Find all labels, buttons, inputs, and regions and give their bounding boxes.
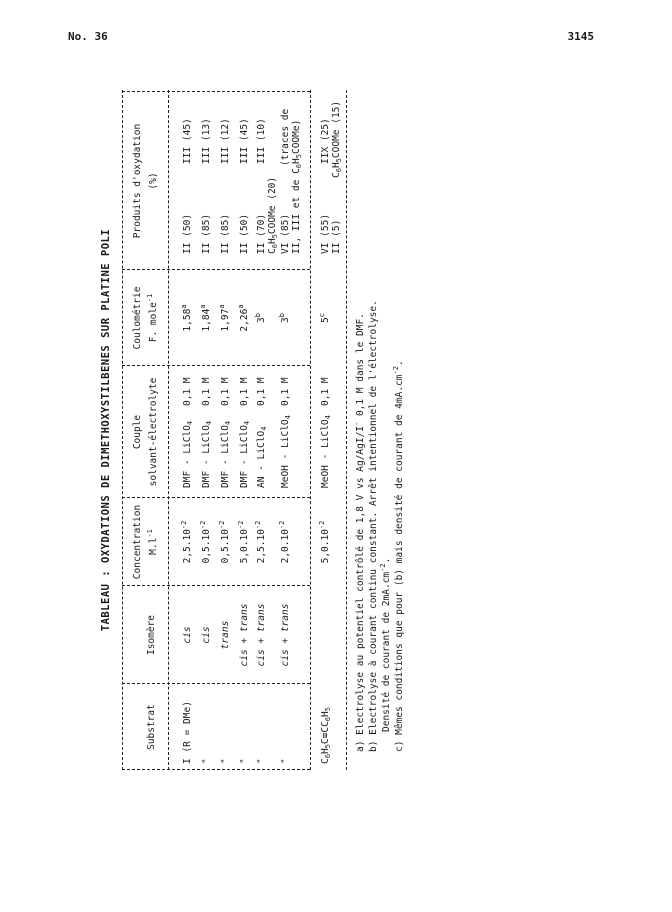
cell-product-2: III (10) (256, 118, 267, 164)
cell-molarity: 0,1 M (182, 377, 193, 406)
cell-concentration: $5,0.10^{-2}$ (237, 520, 250, 564)
cell-substrat: $C_6H_5C\equiv CC_6H_5$ (320, 707, 332, 764)
table-bottom-rule (310, 90, 311, 770)
cell-isomere: trans (220, 620, 231, 650)
cell-coulometrie: 3$^b$ (278, 313, 291, 323)
cell-product-2: (traces de (280, 108, 291, 166)
table-end-rule (346, 90, 347, 770)
footnotes (354, 112, 406, 752)
cell-coulometrie: 2,26$^a$ (237, 304, 250, 332)
journal-issue: No. 36 (68, 30, 108, 43)
col-header-substrat: Substrat (146, 704, 157, 750)
cell-solvent: MeOH - LiClO$_4$ (280, 415, 292, 488)
cell-substrat: " (201, 758, 212, 764)
cell-product-2: III (45) (182, 118, 193, 164)
cell-product-1: II (70) (256, 213, 267, 254)
footnote-a: a) Electrolyse au potentiel contrôlé de 1,8 V vs Ag/AgI/I- 0,1 M dans le DMF. (353, 313, 366, 752)
cell-substrat: " (280, 758, 291, 764)
cell-molarity: 0,1 M (220, 377, 231, 406)
col-header-produits-unit: (%) (148, 172, 159, 190)
cell-product-2: III (45) (239, 118, 250, 164)
cell-molarity: 0,1 M (280, 377, 291, 406)
header-rule (168, 90, 169, 770)
cell-product-1: VI (55) (320, 213, 331, 254)
footnote-b-density: Densité de courant de $2mA.cm^{-2}$. (379, 557, 392, 732)
cell-solvent: MeOH - LiClO$_4$ (320, 415, 332, 488)
col-header-concentration: Concentration (132, 504, 143, 580)
cell-concentration: $2,0.10^{-2}$ (278, 520, 291, 564)
cell-molarity: 0,1 M (256, 377, 267, 406)
rotated-table-block (92, 90, 405, 770)
col-header-concentration-unit: $M.l^{-1}$ (146, 529, 159, 555)
table-title: TABLEAU : OXYDATIONS DE DIMETHOXYSTILBENES SUR PLATINE POLI (100, 228, 112, 632)
cell-substrat: " (256, 758, 267, 764)
cell-solvent: DMF - LiClO$_4$ (182, 420, 194, 488)
cell-isomere: cis + trans (256, 603, 267, 667)
cell-concentration: $0,5.10^{-2}$ (199, 520, 212, 564)
cell-solvent: DMF - LiClO$_4$ (201, 420, 213, 488)
col-header-couple-sub: solvant-électrolyte (148, 377, 159, 487)
col-header-couple: Couple (132, 414, 143, 450)
cell-molarity: 0,1 M (320, 377, 331, 406)
cell-product-line2: $C_6H_5COOMe$ (15) (331, 100, 343, 178)
cell-product-2: III (13) (201, 118, 212, 164)
cell-solvent: AN - LiClO$_4$ (256, 426, 268, 488)
cell-product-1: II (85) (220, 213, 231, 254)
cell-substrat: I (R = DMe) (182, 701, 193, 764)
cell-coulometrie: 3$^b$ (254, 313, 267, 323)
cell-solvent: DMF - LiClO$_4$ (239, 420, 251, 488)
data-table (114, 90, 364, 770)
cell-product-line2: II, III et de $C_6H_5COOMe$) (291, 119, 303, 254)
cell-coulometrie: 1,58$^a$ (180, 304, 193, 332)
cell-substrat: " (220, 758, 231, 764)
cell-product-1: II (85) (201, 213, 212, 254)
cell-product-2: IIX (25) (320, 118, 331, 164)
cell-coulometrie: 1,84$^a$ (199, 304, 212, 332)
cell-coulometrie: 1,97$^a$ (218, 304, 231, 332)
cell-product-2: III (12) (220, 118, 231, 164)
cell-product-line2: II (5) (331, 219, 342, 254)
cell-product-1: VI (85) (280, 213, 291, 254)
cell-molarity: 0,1 M (201, 377, 212, 406)
cell-isomere: cis + trans (280, 603, 291, 667)
footnote-c: c) Mêmes conditions que pour (b) mais densité de courant de $4mA.cm^{-2}$. (392, 360, 405, 752)
cell-molarity: 0,1 M (239, 377, 250, 406)
cell-product-1: II (50) (182, 213, 193, 254)
col-header-coulometrie: Coulométrie (132, 286, 143, 350)
col-header-coulometrie-unit: F. mole$^{-1}$ (146, 293, 159, 343)
cell-concentration: $5,0.10^{-2}$ (318, 520, 331, 564)
footnote-b: b) Electrolyse à courant continu constant. Arrêt intentionnel de l'électrolyse. (368, 300, 379, 752)
cell-concentration: $2,5.10^{-2}$ (180, 520, 193, 564)
table-top-rule (122, 90, 123, 770)
cell-isomere: cis (201, 626, 212, 644)
cell-product-1: II (50) (239, 213, 250, 254)
cell-solvent: DMF - LiClO$_4$ (220, 420, 232, 488)
cell-concentration: $0,5.10^{-2}$ (218, 520, 231, 564)
cell-product-line2: $C_6H_5COOMe$ (20) (267, 176, 279, 254)
cell-substrat: " (239, 758, 250, 764)
cell-isomere: cis (182, 626, 193, 644)
cell-coulometrie: 5$^c$ (318, 313, 331, 323)
col-header-produits: Produits d'oxydation (132, 123, 143, 239)
cell-concentration: $2,5.10^{-2}$ (254, 520, 267, 564)
col-header-isomere: Isomère (146, 614, 157, 656)
page-number: 3145 (567, 30, 594, 43)
cell-isomere: cis + trans (239, 603, 250, 667)
